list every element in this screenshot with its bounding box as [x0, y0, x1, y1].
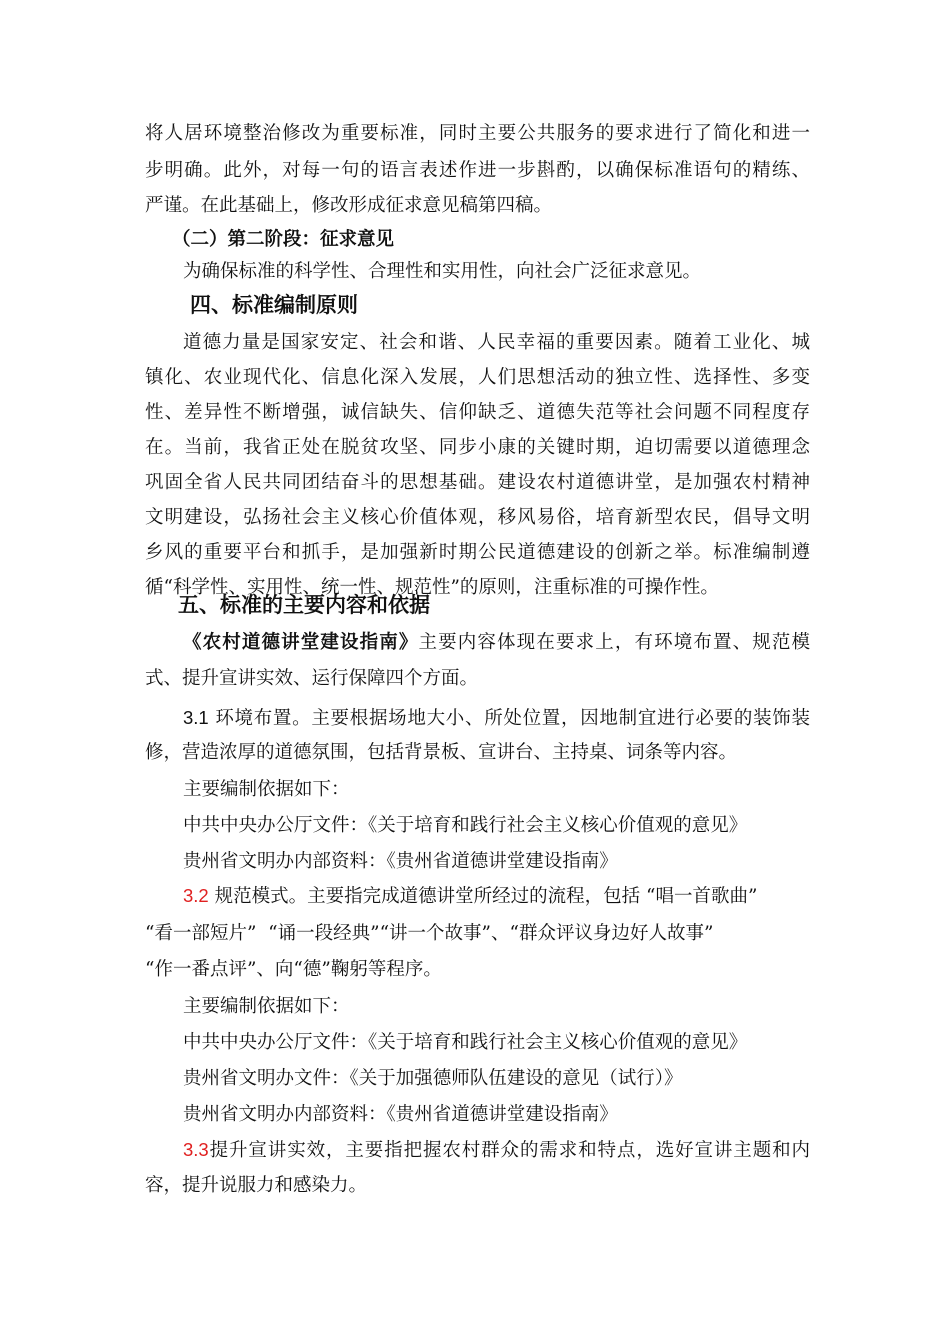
paragraph-line: 文明建设，弘扬社会主义核心价值体观，移风易俗，培育新型农民，倡导文明: [145, 507, 810, 528]
paragraph-line: 严谨。在此基础上，修改形成征求意见稿第四稿。: [145, 195, 553, 216]
paragraph-line: [183, 630, 810, 656]
section-heading: 四、标准编制原则: [190, 293, 358, 317]
paragraph-line: 性、差异性不断增强，诚信缺失、信仰缺乏、道德失范等社会问题不同程度存: [145, 402, 810, 423]
paragraph-text: 提升宣讲实效，主要指把握农村群众的需求和特点，选好宣讲主题和内: [208, 1140, 810, 1161]
paragraph-text: 主要内容体现在要求上，有环境布置、规范模: [418, 632, 810, 653]
paragraph-line: 在。当前，我省正处在脱贫攻坚、同步小康的关键时期，迫切需要以道德理念: [145, 437, 810, 458]
subsection-heading: （二）第二阶段：征求意见: [172, 229, 395, 250]
paragraph-line: 将人居环境整治修改为重要标准，同时主要公共服务的要求进行了简化和进一: [145, 123, 810, 144]
basis-item: 中共中央办公厅文件：《关于培育和践行社会主义核心价值观的意见》: [183, 1032, 748, 1053]
paragraph-line: 道德力量是国家安定、社会和谐、人民幸福的重要因素。随着工业化、城: [183, 332, 810, 353]
section-heading: 五、标准的主要内容和依据: [178, 593, 430, 617]
paragraph-line: [183, 1137, 810, 1164]
paragraph-line: 循“科学性、实用性、统一性、规范性”的原则，注重标准的可操作性。: [145, 577, 719, 598]
basis-item: 贵州省文明办文件：《关于加强德师队伍建设的意见（试行）》: [183, 1068, 683, 1089]
paragraph-line: 巩固全省人民共同团结奋斗的思想基础。建设农村道德讲堂，是加强农村精神: [145, 472, 810, 493]
paragraph-line: 式、提升宣讲实效、运行保障四个方面。: [145, 668, 479, 689]
paragraph-line: 步明确。此外，对每一句的语言表述作进一步斟酌，以确保标准语句的精练、: [145, 160, 810, 181]
paragraph-text: 规范模式。主要指完成道德讲堂所经过的流程，包括 “唱一首歌曲”: [214, 886, 758, 907]
basis-item: 贵州省文明办内部资料：《贵州省道德讲堂建设指南》: [183, 1104, 618, 1125]
clause-number: 3.3: [183, 1139, 209, 1160]
paragraph-line: 乡风的重要平台和抓手，是加强新时期公民道德建设的创新之举。标准编制遵: [145, 542, 810, 563]
clause-number: 3.2: [183, 885, 209, 906]
basis-item: 中共中央办公厅文件：《关于培育和践行社会主义核心价值观的意见》: [183, 815, 748, 836]
guide-title: 《农村道德讲堂建设指南》: [183, 632, 419, 653]
paragraph-line: “作一番点评”、向“德”鞠躬等程序。: [145, 959, 442, 980]
basis-label: 主要编制依据如下：: [183, 996, 350, 1017]
paragraph-line: 修，营造浓厚的道德氛围，包括背景板、宣讲台、主持桌、词条等内容。: [145, 742, 738, 763]
paragraph-line: [183, 883, 810, 910]
paragraph-line: 为确保标准的科学性、合理性和实用性，向社会广泛征求意见。: [183, 261, 702, 282]
paragraph-text: 环境布置。主要根据场地大小、所处位置，因地制宜进行必要的装饰装: [215, 708, 810, 729]
basis-label: 主要编制依据如下：: [183, 779, 350, 800]
paragraph-line: 容，提升说服力和感染力。: [145, 1175, 368, 1196]
clause-number: 3.1: [183, 707, 209, 728]
paragraph-line: “看一部短片” “诵一段经典”“讲一个故事”、“群众评议身边好人故事”: [145, 923, 714, 944]
paragraph-line: 镇化、农业现代化、信息化深入发展，人们思想活动的独立性、选择性、多变: [145, 367, 810, 388]
basis-item: 贵州省文明办内部资料：《贵州省道德讲堂建设指南》: [183, 851, 618, 872]
paragraph-line: [183, 705, 810, 732]
